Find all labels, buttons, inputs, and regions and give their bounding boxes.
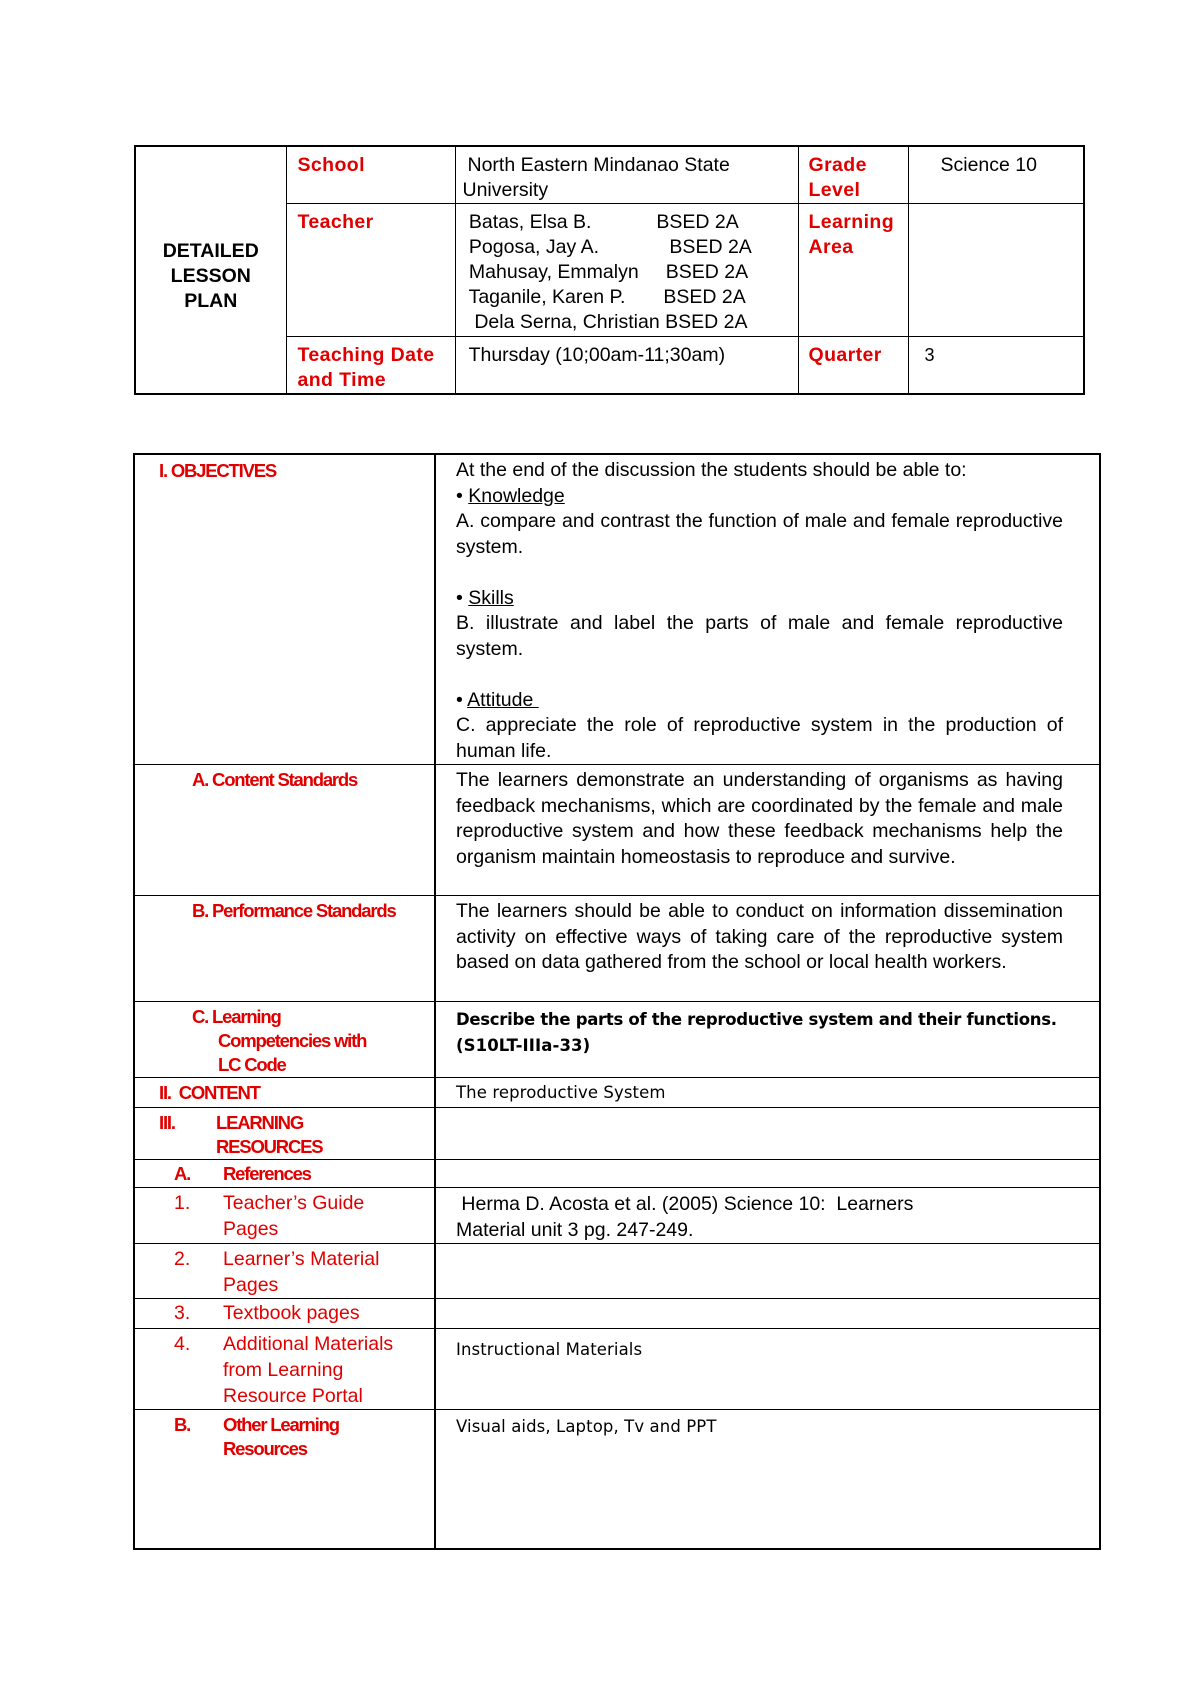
teacher-entry: Batas, Elsa B. BSED 2A <box>463 211 739 233</box>
grade-label-line: Grade <box>808 154 867 176</box>
objectives-label-cell <box>134 454 435 765</box>
other-resources-text: Visual aids, Laptop, Tv and PPT <box>435 1410 1100 1549</box>
other-resources-label-cell <box>134 1410 435 1549</box>
reference-label-cell <box>134 1244 435 1299</box>
attitude-text: C. appreciate the role of reproductive system in the production of human life. <box>456 714 1063 762</box>
reference-value-line: Herma D. Acosta et al. (2005) Science 10: Learners <box>456 1193 914 1215</box>
school-value-cell <box>455 146 798 204</box>
other-resources-label-line: Other Learning <box>223 1414 339 1435</box>
reference-label-line: Learner’s Material <box>223 1248 380 1270</box>
reference-label <box>223 1190 364 1242</box>
content-label: II. CONTENT <box>159 1082 260 1103</box>
school-label: School <box>286 146 455 204</box>
reference-number: 4. <box>174 1333 191 1355</box>
competencies-label-line: C. Learning <box>192 1006 281 1027</box>
skills-heading-line <box>456 586 1063 612</box>
reference-label-line: Teacher’s Guide <box>223 1192 365 1214</box>
table-row <box>134 1299 1100 1329</box>
teaching-date-value: Thursday (10;00am-11;30am) <box>455 337 798 395</box>
grade-level-value: Science 10 <box>908 146 1084 204</box>
reference-label-cell <box>134 1188 435 1244</box>
teacher-entry: Taganile, Karen P. BSED 2A <box>463 286 746 308</box>
reference-value-cell <box>435 1244 1100 1299</box>
reference-number: 3. <box>174 1302 191 1324</box>
reference-label-line: Additional Materials <box>223 1333 394 1355</box>
grade-level-label <box>798 146 908 204</box>
reference-number: 1. <box>174 1192 191 1214</box>
teaching-date-label <box>286 337 455 395</box>
content-standards-text: The learners demonstrate an understanding of organisms as having feedback mechanisms, which are coordinated by the female and male reproductive system and how these feedback mechanisms help the organism maintain homeostasis to reproduce and survive. <box>435 765 1100 896</box>
content-label-cell <box>134 1078 435 1108</box>
competencies-label-line: Competencies with <box>218 1030 367 1051</box>
plan-title-cell <box>135 146 286 394</box>
objectives-label: I. OBJECTIVES <box>159 460 277 481</box>
reference-label-cell <box>134 1329 435 1410</box>
other-resources-label <box>223 1413 339 1461</box>
table-row <box>134 1410 1100 1549</box>
spacer <box>456 662 1063 688</box>
content-standards-label: A. Content Standards <box>192 769 358 790</box>
reference-label <box>223 1246 379 1298</box>
table-row <box>134 1329 1100 1410</box>
other-resources-letter: B. <box>174 1414 191 1435</box>
reference-label-cell <box>134 1299 435 1329</box>
table-row <box>134 1160 1100 1188</box>
knowledge-text: A. compare and contrast the function of male and female reproductive system. <box>456 510 1063 558</box>
quarter-label: Quarter <box>798 337 908 395</box>
quarter-value: 3 <box>908 337 1084 395</box>
table-row <box>134 454 1100 765</box>
other-resources-label-line: Resources <box>223 1438 307 1459</box>
learning-area-label-line: Area <box>808 236 854 258</box>
references-letter: A. <box>174 1163 191 1184</box>
skills-heading: Skills <box>468 586 514 609</box>
teaching-date-label-line: and Time <box>297 369 386 391</box>
grade-label-line: Level <box>808 179 861 201</box>
teacher-entry: Mahusay, Emmalyn BSED 2A <box>463 261 749 283</box>
competencies-code: (S10LT-IIIa-33) <box>456 1036 591 1055</box>
references-label-cell <box>134 1160 435 1188</box>
performance-standards-label: B. Performance Standards <box>192 900 396 921</box>
reference-label-line: Pages <box>223 1274 279 1296</box>
learning-area-label <box>798 204 908 337</box>
reference-value-line: Instructional Materials <box>435 1329 1100 1410</box>
learning-resources-label-cell <box>134 1108 435 1160</box>
table-row <box>134 1078 1100 1108</box>
school-value-line: North Eastern Mindanao State <box>467 154 730 176</box>
teacher-list <box>455 204 798 337</box>
learning-resources-label-line: RESOURCES <box>216 1136 323 1157</box>
table-row <box>134 765 1100 896</box>
plan-title-line: LESSON <box>170 264 251 287</box>
competencies-label-line: LC Code <box>218 1054 286 1075</box>
competencies-label-cell <box>134 1002 435 1078</box>
teacher-entry: Pogosa, Jay A. BSED 2A <box>463 236 752 258</box>
reference-label-line: Textbook pages <box>223 1302 360 1324</box>
content-standards-label-cell <box>134 765 435 896</box>
competencies-text: Describe the parts of the reproductive system and their functions. <box>456 1010 1057 1029</box>
competencies-cell <box>435 1002 1100 1078</box>
learning-resources-value <box>435 1108 1100 1160</box>
teaching-date-label-line: Teaching Date <box>297 344 435 366</box>
table-row <box>134 1002 1100 1078</box>
teacher-label: Teacher <box>286 204 455 337</box>
reference-value-cell <box>435 1299 1100 1329</box>
bullet: • <box>456 484 469 507</box>
bullet: • <box>456 688 468 711</box>
knowledge-heading: Knowledge <box>468 484 565 507</box>
learning-area-label-line: Learning <box>808 211 895 233</box>
header-table <box>134 145 1085 395</box>
attitude-heading: Attitude <box>467 688 539 711</box>
content-text: The reproductive System <box>435 1078 1100 1108</box>
reference-number: 2. <box>174 1248 191 1270</box>
references-label: References <box>223 1163 311 1184</box>
references-value <box>435 1160 1100 1188</box>
knowledge-heading-line <box>456 484 1063 510</box>
learning-resources-label <box>216 1111 322 1159</box>
teacher-entry: Dela Serna, Christian BSED 2A <box>463 311 748 333</box>
spacer <box>456 560 1063 586</box>
table-row <box>134 1244 1100 1299</box>
plan-title-line: DETAILED <box>162 239 259 262</box>
attitude-heading-line <box>456 688 1063 714</box>
reference-label-line: Pages <box>223 1218 279 1240</box>
skills-text: B. illustrate and label the parts of male and female reproductive system. <box>456 612 1063 660</box>
plan-title-line: PLAN <box>184 289 238 312</box>
objectives-intro: At the end of the discussion the students should be able to: <box>456 459 967 481</box>
reference-label <box>223 1331 393 1409</box>
reference-value-line: Material unit 3 pg. 247-249. <box>456 1218 694 1241</box>
table-row <box>134 896 1100 1002</box>
learning-resources-number: III. <box>159 1112 175 1133</box>
performance-standards-label-cell <box>134 896 435 1002</box>
lesson-plan-table <box>133 453 1101 1550</box>
learning-resources-label-line: LEARNING <box>216 1112 304 1133</box>
table-row <box>134 1108 1100 1160</box>
bullet: • <box>456 586 469 609</box>
reference-value-cell <box>435 1188 1100 1244</box>
table-row <box>134 1188 1100 1244</box>
reference-label-line: Resource Portal <box>223 1385 363 1407</box>
learning-area-value <box>908 204 1084 337</box>
school-value-line: University <box>462 179 549 201</box>
reference-label-line: from Learning <box>223 1359 344 1381</box>
performance-standards-text: The learners should be able to conduct on information dissemination activity on effective ways of taking care of the reproductive system based on data gathered from the school or local health workers. <box>435 896 1100 1002</box>
objectives-cell <box>435 454 1100 765</box>
